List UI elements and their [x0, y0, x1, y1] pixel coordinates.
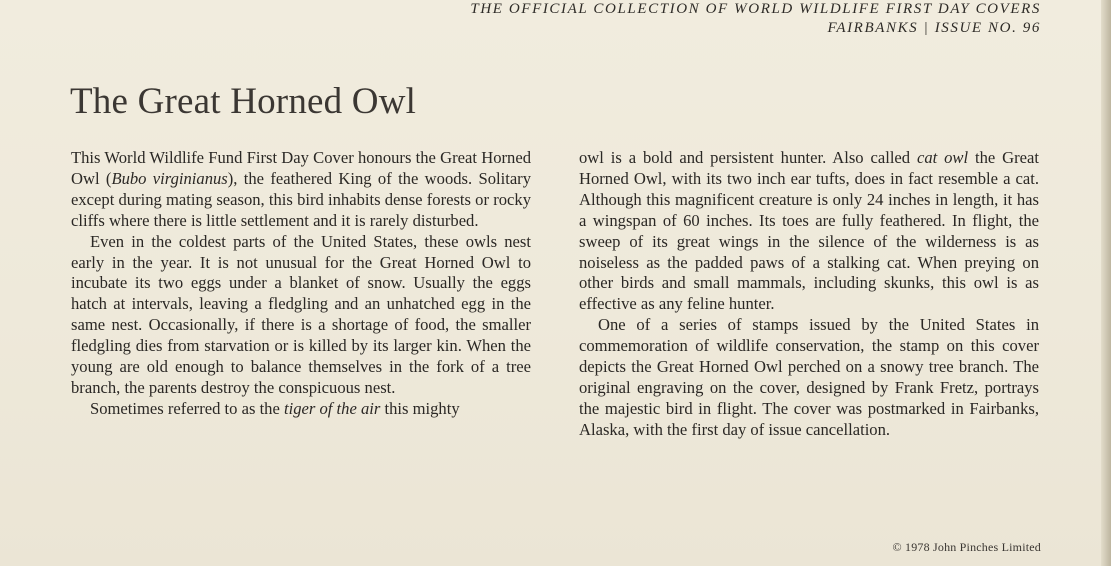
paragraph-3-text-b: this mighty — [380, 398, 460, 418]
collection-header — [470, 0, 1041, 38]
nickname-tiger: tiger of the air — [284, 398, 381, 418]
copyright-notice: © 1978 John Pinches Limited — [892, 540, 1041, 554]
issue-line: FAIRBANKS | ISSUE NO. 96 — [827, 20, 1041, 36]
paragraph-1-text-a: This World Wildlife Fund First Day Cover honours the Great Horned Owl ( — [71, 148, 531, 188]
page-title: The Great Horned Owl — [70, 81, 417, 122]
paragraph-3-text-a: Sometimes referred to as the — [90, 398, 284, 418]
collection-title: THE OFFICIAL COLLECTION OF WORLD WILDLIFE FIRST DAY COVERS — [470, 1, 1041, 17]
paragraph-4: One of a series of stamps issued by the United States in commemoration of wildlife conservation, the stamp on this cover depicts the Great Horned Owl perched on a snowy tree branch. The original engraving on the cover, designed by Frank Fretz, portrays the majestic bird in flight. The cover was postmarked in Fairbanks, Alaska, with the first day of issue cancellation. — [579, 315, 1039, 439]
paragraph-2: Even in the coldest parts of the United States, these owls nest early in the year. It is not unusual for the Great Horned Owl to incubate its two eggs under a blanket of snow. Usually the eggs hatch at intervals, leaving a fledgling and an unhatched egg in the same nest. Occasionally, if there is a shortage of food, the smaller fledgling dies from starvation or is killed by its larger kin. When the young are old enough to balance themselves in the fork of a tree branch, the parents destroy the conspicuous nest. — [71, 231, 531, 397]
paragraph-3 — [71, 399, 531, 420]
card-edge — [1101, 0, 1111, 566]
paragraph-3c-text-b: the Great Horned Owl, with its two inch ear tufts, does in fact resemble a cat. Although this magnificent creature is only 24 inches in length, it has a wingspan of 60 inches. Its toes are fully feathered. In flight, the sweep of its great wings in the silence of the wilderness is as noiseless as the padded paws of a stalking cat. When preying on other birds and small mammals, including skunks, this owl is as effective as any feline hunter. — [579, 148, 1040, 314]
paragraph-3-continued — [579, 148, 1039, 315]
right-column — [579, 148, 1039, 441]
left-column — [71, 148, 531, 420]
scientific-name: Bubo virginianus — [111, 168, 228, 188]
paragraph-3c-text-a: owl is a bold and persistent hunter. Also called — [579, 148, 917, 167]
paragraph-1-text-b: ), the feathered King of the woods. Solitary except during mating season, this bird inhabits dense forests or rocky cliffs where there is little settlement and it is rarely disturbed. — [71, 168, 532, 230]
nickname-cat-owl: cat owl — [916, 148, 969, 167]
paragraph-1 — [71, 148, 531, 232]
